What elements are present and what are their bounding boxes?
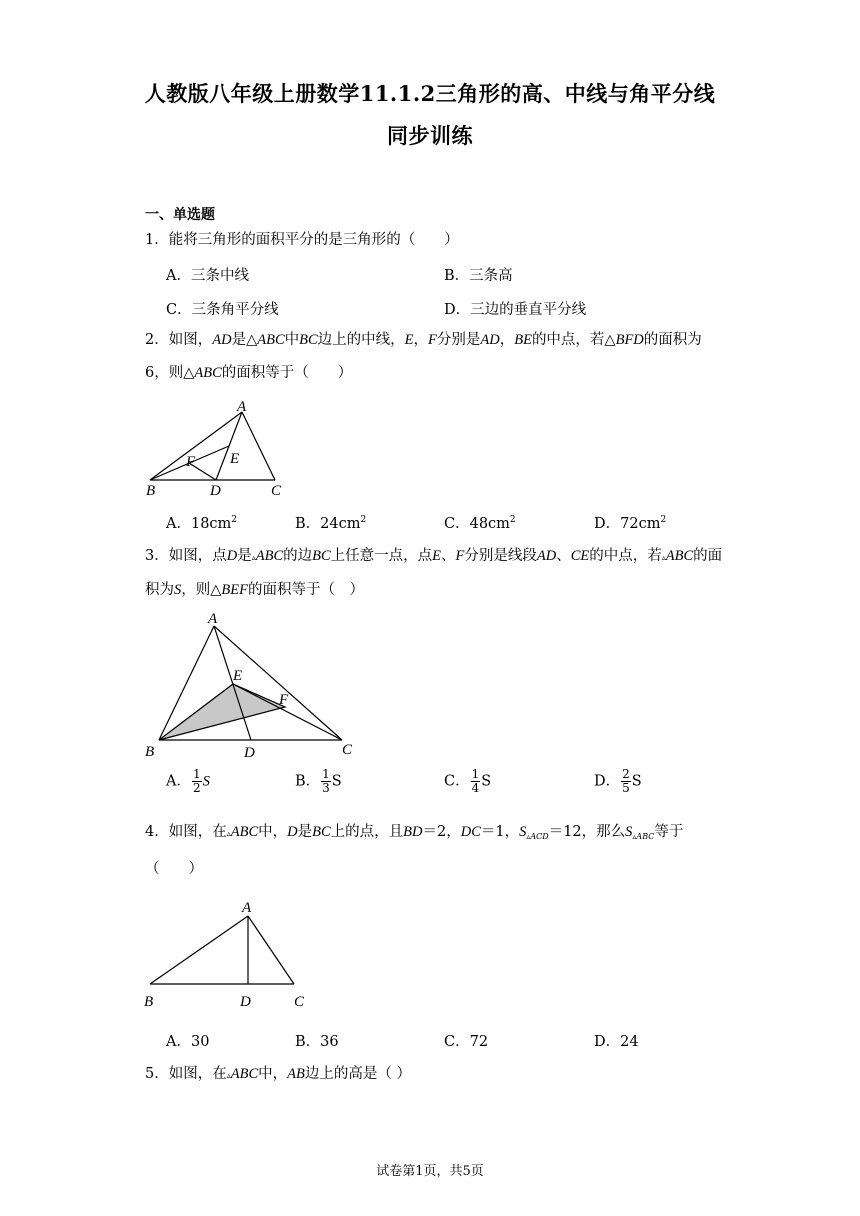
q2-label-d: D — [210, 483, 221, 499]
q1-option-b[interactable]: B．三条高 — [444, 268, 513, 284]
q4-option-b[interactable]: B．36 — [295, 1034, 339, 1050]
q1-option-c[interactable]: C．三条角平分线 — [166, 302, 279, 318]
page-title-line2: 同步训练 — [387, 123, 473, 148]
q3-label-b: B — [145, 744, 155, 760]
page-footer: 试卷第1页，共5页 — [376, 1164, 484, 1179]
q4-option-a[interactable]: A．30 — [166, 1034, 210, 1050]
q3-label-c: C — [342, 742, 353, 758]
page-title: 人教版八年级上册数学11.1.2三角形的高、中线与角平分线 — [144, 81, 716, 106]
q3-option-c[interactable]: C． $\frac{1}{4}$ S — [444, 767, 492, 795]
q2-label-b: B — [146, 483, 156, 499]
question-1-text: 1．能将三角形的面积平分的是三角形的（ ） — [145, 232, 459, 248]
q3-label-f: F — [279, 692, 289, 708]
q4-option-d[interactable]: D．24 — [594, 1034, 639, 1050]
q3-option-b[interactable]: B． $\frac{1}{3}$ S — [295, 767, 342, 795]
q2-option-b[interactable]: B．$24cm^2$ — [295, 515, 367, 532]
q3-option-a[interactable]: A． $\frac{1}{2}$ S — [166, 767, 210, 795]
q3-label-a: A — [208, 611, 218, 627]
question-2: 2．如图，AD是△ABC中BC边上的中线，E，F分别是AD，BE的中点，若△BFD的面积为6，则△ABC的面积等于（ ） — [145, 332, 702, 381]
question-5: 5．如图，在▵ABC中，AB边上的高是（ ） — [145, 1066, 411, 1082]
q2-label-e: E — [230, 451, 240, 467]
q3-label-d: D — [244, 745, 255, 761]
q1-option-a[interactable]: A．三条中线 — [166, 268, 249, 284]
question-1 — [145, 224, 725, 257]
section-heading: 一、单选题 — [145, 207, 215, 223]
q4-figure — [140, 892, 320, 1012]
q2-option-a[interactable]: A．$18cm^2$ — [166, 515, 238, 532]
q4-option-c[interactable]: C．72 — [444, 1034, 489, 1050]
q2-label-f: F — [186, 454, 196, 470]
q2-figure — [140, 396, 300, 500]
q2-option-c[interactable]: C．$48cm^2$ — [444, 515, 516, 532]
q1-option-d[interactable]: D．三边的垂直平分线 — [444, 302, 587, 318]
q2-option-d[interactable]: D．$72cm^2$ — [594, 515, 667, 532]
q2-label-c: C — [271, 483, 282, 499]
q4-label-a: A — [242, 900, 252, 916]
question-4: 4．如图，在▵ABC中，D是BC上的点，且BD＝2，DC＝1，$S_{▵ACD}=12$，那么$S_{▵ABC}$等于（ ） — [145, 824, 684, 877]
q3-label-e: E — [233, 668, 243, 684]
q4-label-c: C — [294, 994, 305, 1010]
question-3: 3．如图，点D是▵ABC的边BC上任意一点，点E、F分别是线段AD、CE的中点，若▵ABC的面积为S，则△BEF的面积等于（ ） — [145, 548, 723, 598]
q3-option-d[interactable]: D． $\frac{2}{5}$ S — [594, 767, 642, 795]
q4-label-d: D — [240, 994, 251, 1010]
q2-label-a: A — [237, 399, 247, 415]
q4-label-b: B — [144, 994, 154, 1010]
q3-figure — [140, 606, 362, 764]
